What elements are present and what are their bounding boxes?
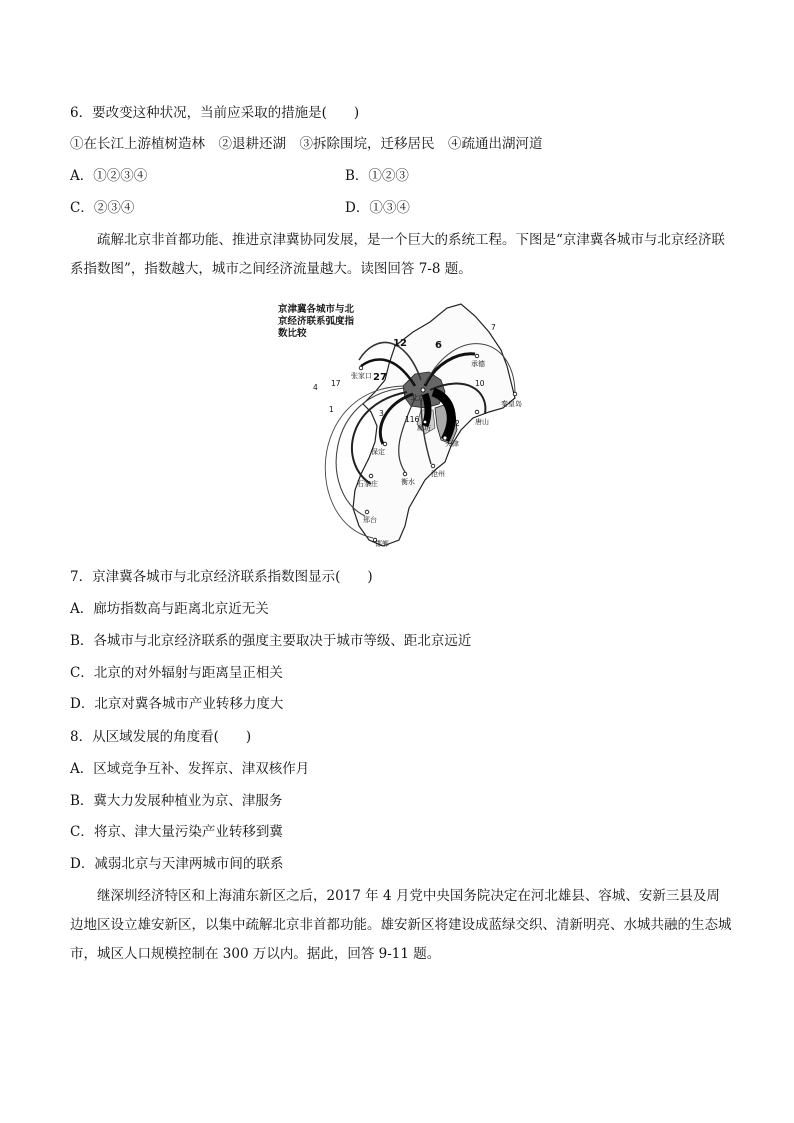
index-17: 17 (331, 379, 341, 388)
q8-stem: 8．从区域发展的角度看( ) (70, 729, 252, 745)
city-beijing: 北京 (411, 394, 425, 402)
city-zhangjiakou: 张家口 (351, 372, 372, 380)
q6-statements: ①在长江上游植树造林 ②退耕还湖 ③拆除围垸，迁移居民 ④疏通出湖河道 (70, 136, 543, 152)
index-3: 3 (379, 409, 384, 418)
city-xingtai: 邢台 (363, 516, 377, 524)
economic-link-map (275, 294, 525, 550)
q7-option-d: D．北京对冀各城市产业转移力度大 (70, 696, 284, 712)
q6-stem: 6．要改变这种状况，当前应采取的措施是( ) (70, 105, 360, 121)
index-27: 27 (373, 372, 387, 383)
q6-option-d: D．①③④ (345, 200, 410, 216)
city-tianjin: 天津 (445, 440, 459, 448)
city-tangshan: 唐山 (475, 418, 489, 426)
city-qinhuangdao: 秦皇岛 (501, 400, 522, 408)
q8-option-b: B．冀大力发展种植业为京、津服务 (70, 793, 283, 809)
city-hengshui: 衡水 (401, 478, 415, 486)
q8-option-a: A．区域竞争互补、发挥京、津双核作月 (70, 761, 310, 777)
map-title: 京津冀各城市与北京经济联系弧度指数比较 (278, 304, 355, 339)
index-1: 1 (329, 405, 334, 414)
q7-option-c: C．北京的对外辐射与距离呈正相关 (70, 665, 283, 681)
city-langfang: 廊坊 (417, 424, 431, 432)
intro-paragraph-7-8: 疏解北京非首都功能、推进京津冀协同发展，是一个巨大的系统工程。下图是“京津冀各城市与北京经济联系指数图”，指数越大，城市之间经济流量越大。读图回答 7-8 题。 (70, 232, 725, 277)
city-shijiazhuang: 石家庄 (357, 480, 378, 488)
city-chengde: 承德 (471, 360, 485, 368)
q6-option-a: A．①②③④ (70, 168, 148, 184)
q7-option-b: B．各城市与北京经济联系的强度主要取决于城市等级、距北京远近 (70, 633, 472, 649)
q7-option-a: A．廊坊指数高与距离北京近无关 (70, 601, 269, 617)
city-handan: 邯郸 (375, 540, 389, 548)
index-2: 2 (455, 419, 460, 428)
index-116: 116 (405, 415, 420, 424)
q8-option-d: D．减弱北京与天津两城市间的联系 (70, 856, 284, 872)
city-cangzhou: 沧州 (431, 470, 445, 478)
intro-paragraph-9-11: 继深圳经济特区和上海浦东新区之后，2017 年 4 月党中央国务院决定在河北雄县、容城、安新三县及周边地区设立雄安新区，以集中疏解北京非首都功能。雄安新区将建设成蓝绿交织、清新明亮、水城共融的生态城市，城区人口规模控制在 300 万以内。据此，回答 9-11 题。 (70, 888, 732, 962)
index-7: 7 (491, 323, 496, 332)
q8-option-c: C．将京、津大量污染产业转移到冀 (70, 824, 283, 840)
q7-stem: 7．京津冀各城市与北京经济联系指数图显示( ) (70, 569, 373, 585)
q6-option-b: B．①②③ (345, 168, 409, 184)
q6-option-c: C．②③④ (70, 200, 135, 216)
index-12: 12 (393, 338, 407, 349)
index-6: 6 (435, 340, 442, 351)
index-4: 4 (313, 383, 318, 392)
city-baoding: 保定 (371, 448, 385, 456)
index-10: 10 (475, 379, 485, 388)
